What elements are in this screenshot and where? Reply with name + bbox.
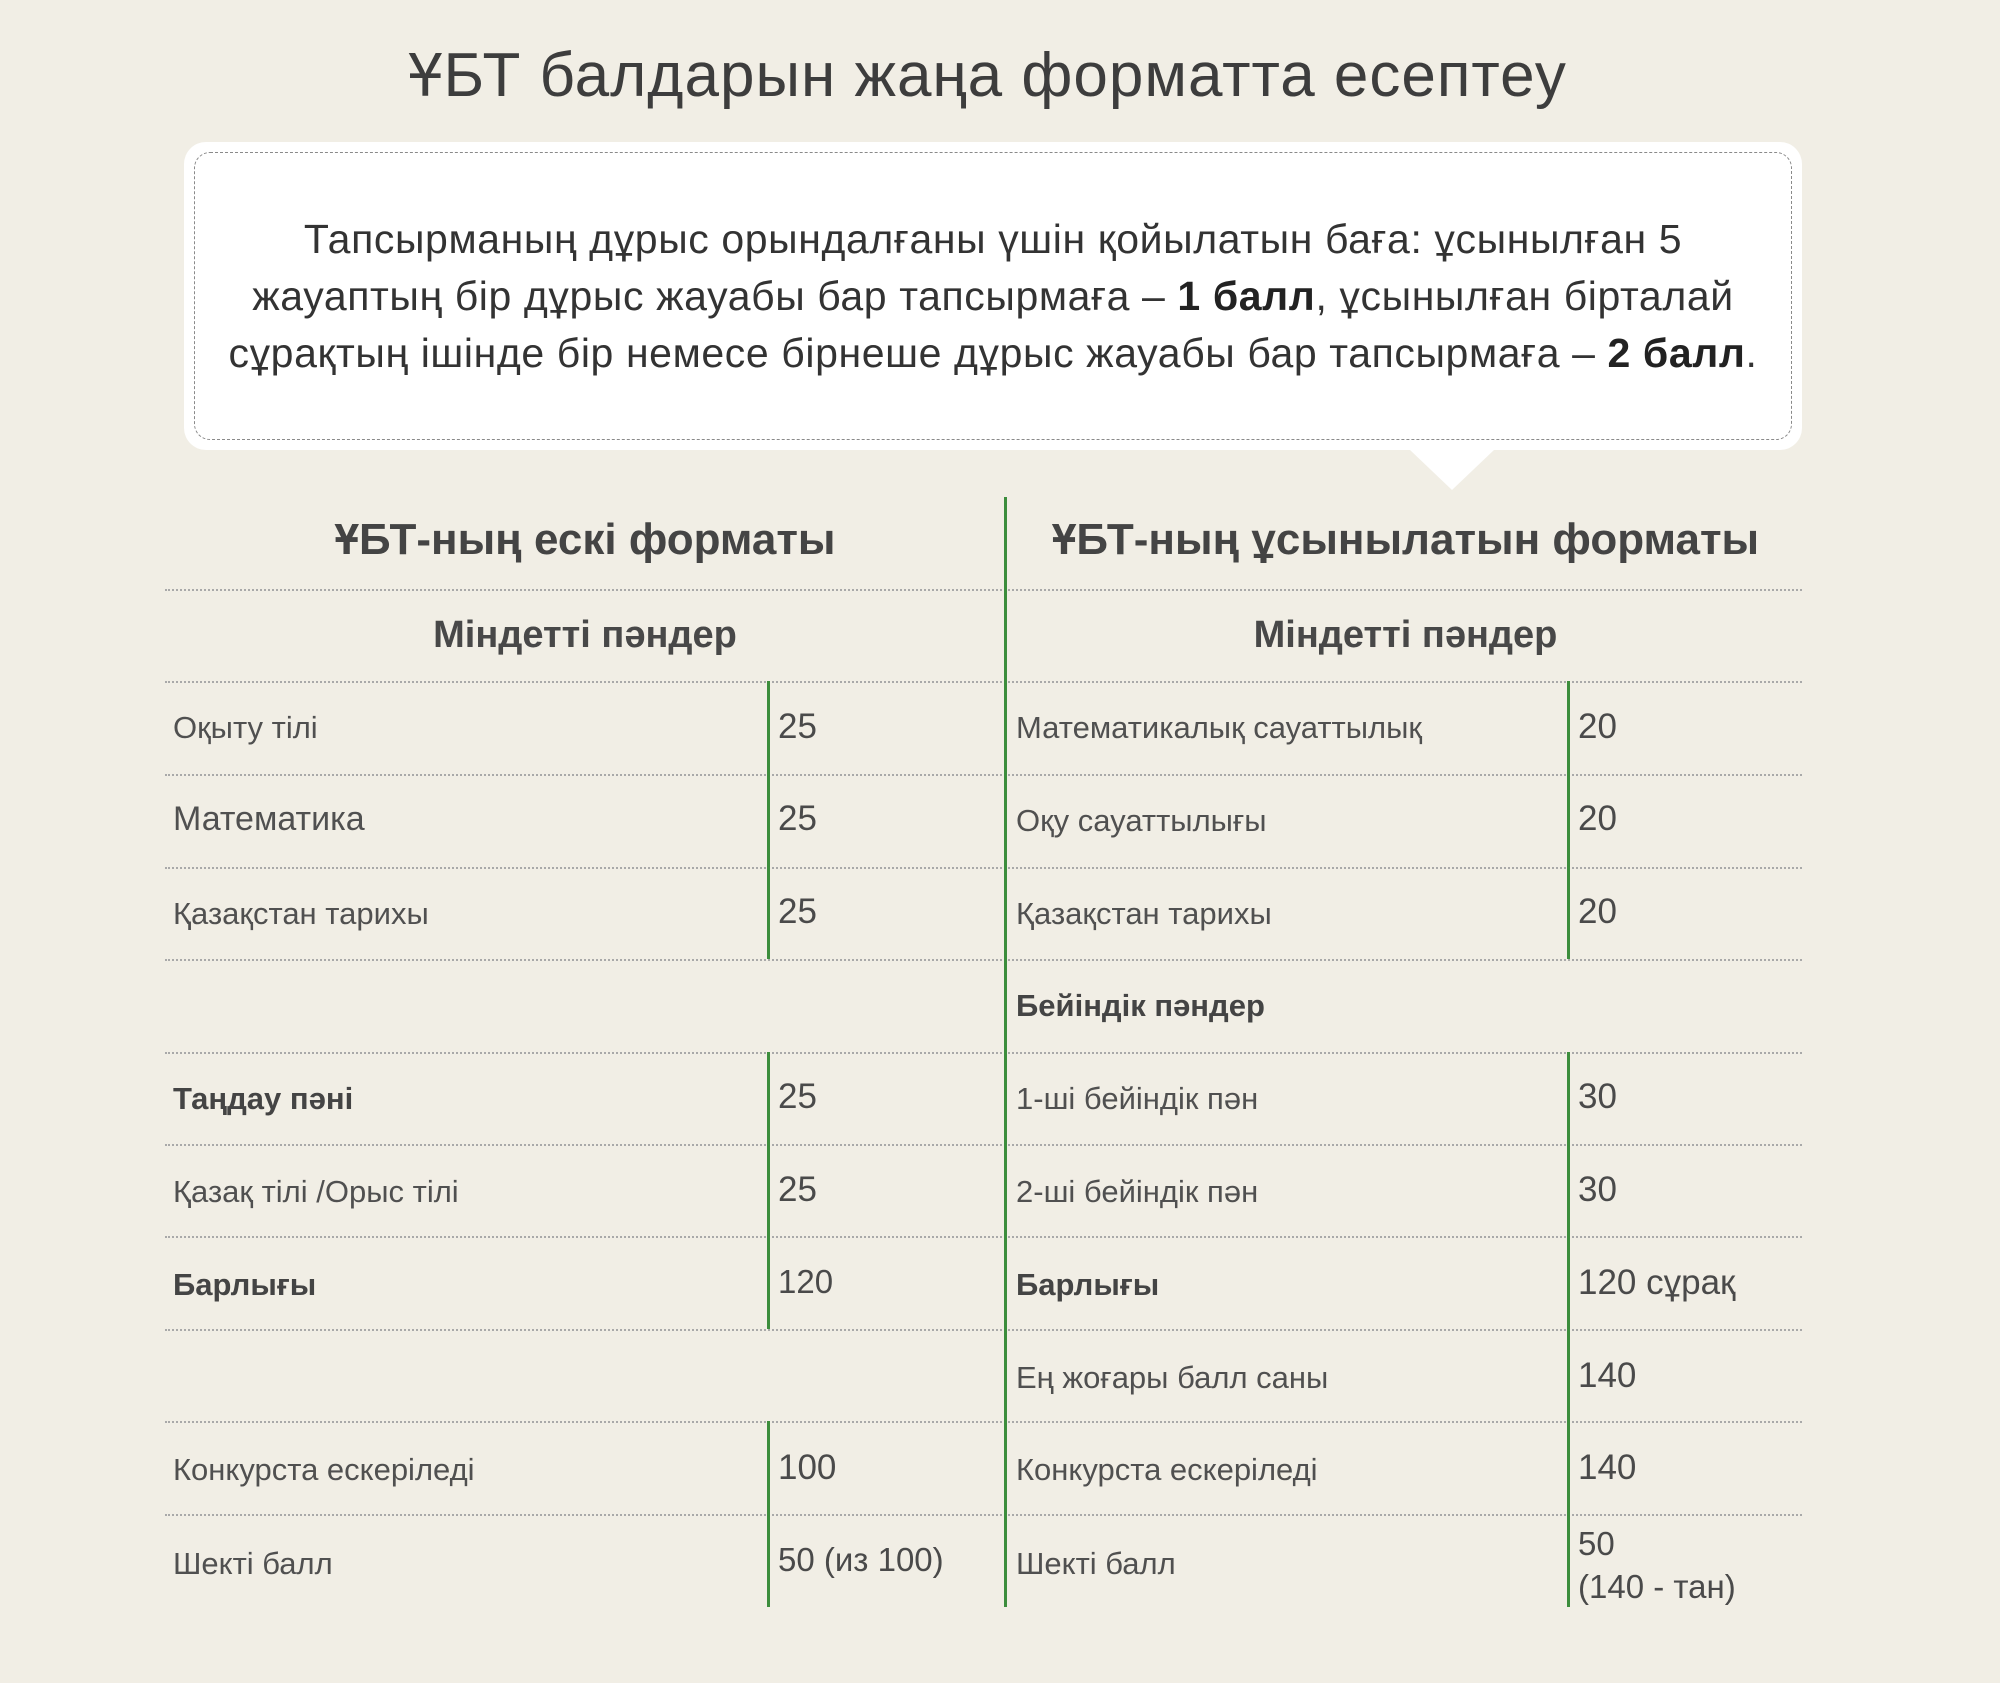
old-row-label: Конкурста ескеріледі bbox=[173, 1452, 475, 1487]
old-row-label: Қазақстан тарихы bbox=[173, 896, 429, 931]
new-value-divider bbox=[1567, 681, 1570, 959]
callout-text-part-3: . bbox=[1745, 329, 1758, 376]
row-divider bbox=[165, 867, 1802, 869]
old-row-value: 25 bbox=[778, 707, 817, 746]
old-format-heading: ҰБТ-ның ескі форматы bbox=[334, 515, 836, 564]
new-row-value: 140 bbox=[1578, 1448, 1637, 1487]
new-row-value: 20 bbox=[1578, 892, 1617, 931]
old-value-divider bbox=[767, 681, 770, 959]
row-divider bbox=[165, 1144, 1802, 1146]
old-row-value: 25 bbox=[778, 1077, 817, 1116]
old-row-value: 25 bbox=[778, 799, 817, 838]
new-row-label: 1-ші бейіндік пән bbox=[1016, 1081, 1259, 1116]
new-value-divider bbox=[1567, 1052, 1570, 1607]
row-divider bbox=[165, 1236, 1802, 1238]
callout-tail bbox=[1410, 450, 1494, 490]
old-mandatory-subheading: Міндетті пәндер bbox=[433, 614, 737, 656]
row-divider bbox=[165, 681, 1802, 683]
old-row-label: Таңдау пәні bbox=[173, 1081, 354, 1116]
callout-text-part-2: , ұсынылған бірталай сұрақтың ішінде бір немесе бірнеше дұрыс жауабы бар тапсырмаға – bbox=[228, 272, 1734, 376]
row-divider bbox=[165, 1514, 1802, 1516]
new-row-label: Барлығы bbox=[1016, 1267, 1160, 1302]
callout-two-points: 2 балл bbox=[1607, 329, 1746, 376]
new-row-label: 2-ші бейіндік пән bbox=[1016, 1174, 1259, 1209]
old-row-value: 25 bbox=[778, 892, 817, 931]
new-row-label: Оқу сауаттылығы bbox=[1016, 803, 1267, 838]
old-row-label: Математика bbox=[173, 800, 365, 838]
callout-text-part-1: Тапсырманың дұрыс орындалғаны үшін қойылатын баға: ұсынылған 5 жауаптың бір дұрыс жауабы бар тапсырмаға – bbox=[252, 215, 1683, 319]
new-row-value: 30 bbox=[1578, 1170, 1617, 1209]
row-divider bbox=[165, 1329, 1802, 1331]
row-divider bbox=[165, 959, 1802, 961]
old-row-label: Барлығы bbox=[173, 1267, 317, 1302]
new-row-label: Қазақстан тарихы bbox=[1016, 896, 1272, 931]
new-row-value: 120 сұрақ bbox=[1578, 1263, 1736, 1302]
row-divider bbox=[165, 774, 1802, 776]
new-row-label: Математикалық сауаттылық bbox=[1016, 710, 1422, 745]
new-row-label: Ең жоғары балл саны bbox=[1016, 1360, 1329, 1395]
old-row-value: 50 (из 100) bbox=[778, 1541, 944, 1578]
profile-subjects-heading: Бейіндік пәндер bbox=[1016, 988, 1265, 1023]
new-row-value: 20 bbox=[1578, 707, 1617, 746]
new-format-heading: ҰБТ-ның ұсынылатын форматы bbox=[1051, 515, 1760, 564]
new-row-value: 30 bbox=[1578, 1077, 1617, 1116]
new-row-value: 140 bbox=[1578, 1356, 1637, 1395]
old-row-value: 100 bbox=[778, 1448, 837, 1487]
old-value-divider bbox=[767, 1421, 770, 1607]
row-divider bbox=[165, 1421, 1802, 1423]
old-row-label: Қазақ тілі /Орыс тілі bbox=[173, 1174, 459, 1209]
row-divider bbox=[165, 589, 1802, 591]
scoring-callout bbox=[184, 142, 1802, 450]
new-row-value-note: (140 - тан) bbox=[1578, 1568, 1736, 1605]
page-title: ҰБТ балдарын жаңа форматта есептеу bbox=[408, 41, 1567, 110]
old-row-label: Оқыту тілі bbox=[173, 710, 318, 745]
new-row-label: Шекті балл bbox=[1016, 1546, 1176, 1581]
old-row-label: Шекті балл bbox=[173, 1546, 333, 1581]
new-row-value: 20 bbox=[1578, 799, 1617, 838]
center-divider bbox=[1004, 497, 1007, 1607]
row-divider bbox=[165, 1052, 1802, 1054]
callout-text bbox=[215, 211, 1771, 382]
new-row-label: Конкурста ескеріледі bbox=[1016, 1452, 1318, 1487]
old-value-divider bbox=[767, 1052, 770, 1329]
callout-dashed-frame bbox=[194, 152, 1792, 440]
old-row-value: 25 bbox=[778, 1170, 817, 1209]
old-row-value: 120 bbox=[778, 1263, 834, 1300]
callout-one-point: 1 балл bbox=[1177, 272, 1316, 319]
new-mandatory-subheading: Міндетті пәндер bbox=[1253, 614, 1558, 656]
new-row-value: 50 bbox=[1578, 1525, 1615, 1562]
